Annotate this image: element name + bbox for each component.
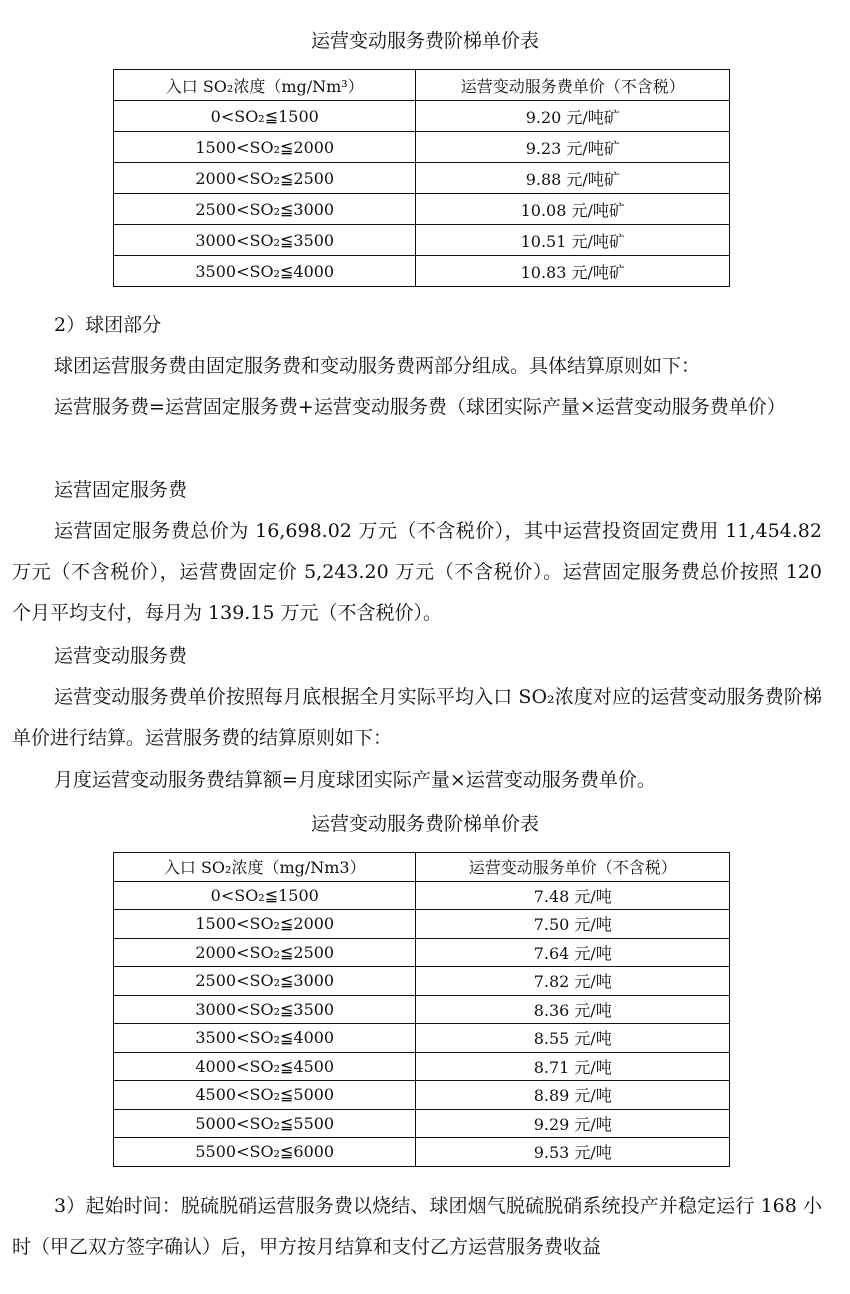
section-heading-pellet: 2）球团部分 xyxy=(54,314,162,336)
cell-unit-price: 8.89 元/吨 xyxy=(416,1081,730,1110)
paragraph-composition: 球团运营服务费由固定服务费和变动服务费两部分组成。具体结算原则如下： xyxy=(54,355,701,377)
cell-concentration-range: 2500<SO₂≦3000 xyxy=(114,967,416,996)
table-row xyxy=(114,256,730,287)
table-row xyxy=(114,1052,730,1081)
table2-caption: 运营变动服务费阶梯单价表 xyxy=(310,813,539,835)
table-row xyxy=(114,132,730,163)
cell-unit-price: 7.64 元/吨 xyxy=(416,938,730,967)
paragraph-monthly-settlement: 月度运营变动服务费结算额=月度球团实际产量×运营变动服务费单价。 xyxy=(54,769,656,791)
cell-concentration-range: 3500<SO₂≦4000 xyxy=(114,256,416,287)
cell-unit-price: 9.53 元/吨 xyxy=(416,1138,730,1167)
table-row xyxy=(114,910,730,939)
cell-concentration-range: 3500<SO₂≦4000 xyxy=(114,1024,416,1053)
table-row xyxy=(114,881,730,910)
paragraph-variable-fee: 运营变动服务费单价按照每月底根据全月实际平均入口 SO₂浓度对应的运营变动服务费阶梯单价进行结算。运营服务费的结算原则如下： xyxy=(12,686,822,749)
watermark-fade xyxy=(690,1234,840,1274)
cell-concentration-range: 1500<SO₂≦2000 xyxy=(114,910,416,939)
paragraph-formula: 运营服务费=运营固定服务费+运营变动服务费（球团实际产量×运营变动服务费单价） xyxy=(54,396,786,418)
table-row xyxy=(114,163,730,194)
cell-unit-price: 8.55 元/吨 xyxy=(416,1024,730,1053)
cell-concentration-range: 2000<SO₂≦2500 xyxy=(114,163,416,194)
cell-unit-price: 9.20 元/吨矿 xyxy=(416,101,730,132)
cell-unit-price: 10.08 元/吨矿 xyxy=(416,194,730,225)
table-row xyxy=(114,1081,730,1110)
table1-caption: 运营变动服务费阶梯单价表 xyxy=(310,30,539,52)
table-header-row xyxy=(114,70,730,101)
cell-unit-price: 10.83 元/吨矿 xyxy=(416,256,730,287)
cell-unit-price: 7.48 元/吨 xyxy=(416,881,730,910)
table-row xyxy=(114,101,730,132)
table-row xyxy=(114,1109,730,1138)
header-so2-concentration: 入口 SO₂浓度（mg/Nm3） xyxy=(114,853,416,882)
table-row xyxy=(114,194,730,225)
cell-concentration-range: 1500<SO₂≦2000 xyxy=(114,132,416,163)
table-row xyxy=(114,995,730,1024)
cell-unit-price: 8.71 元/吨 xyxy=(416,1052,730,1081)
cell-concentration-range: 2000<SO₂≦2500 xyxy=(114,938,416,967)
table-header-row xyxy=(114,853,730,882)
table-row xyxy=(114,1138,730,1167)
cell-unit-price: 9.29 元/吨 xyxy=(416,1109,730,1138)
cell-concentration-range: 2500<SO₂≦3000 xyxy=(114,194,416,225)
cell-concentration-range: 5000<SO₂≦5500 xyxy=(114,1109,416,1138)
subheading-variable-fee: 运营变动服务费 xyxy=(54,645,188,667)
tier-price-table-2 xyxy=(113,852,730,1167)
cell-concentration-range: 3000<SO₂≦3500 xyxy=(114,225,416,256)
cell-concentration-range: 4500<SO₂≦5000 xyxy=(114,1081,416,1110)
cell-unit-price: 9.23 元/吨矿 xyxy=(416,132,730,163)
cell-concentration-range: 0<SO₂≦1500 xyxy=(114,101,416,132)
cell-unit-price: 7.82 元/吨 xyxy=(416,967,730,996)
paragraph-fixed-fee: 运营固定服务费总价为 16,698.02 万元（不含税价），其中运营投资固定费用 11,454.82 万元（不含税价），运营费固定价 5,243.20 万元（不含税价）。运营固定服务费总价按照 120 个月平均支付，每月为 139.15 万元（不含税价）。 xyxy=(12,520,822,624)
cell-unit-price: 8.36 元/吨 xyxy=(416,995,730,1024)
tier-price-table-1 xyxy=(113,69,730,287)
table-row xyxy=(114,938,730,967)
cell-concentration-range: 5500<SO₂≦6000 xyxy=(114,1138,416,1167)
table-row xyxy=(114,1024,730,1053)
header-so2-concentration: 入口 SO₂浓度（mg/Nm³） xyxy=(114,70,416,101)
subheading-fixed-fee: 运营固定服务费 xyxy=(54,479,188,501)
cell-unit-price: 9.88 元/吨矿 xyxy=(416,163,730,194)
table-row xyxy=(114,225,730,256)
paragraph-start-time: 3）起始时间：脱硫脱硝运营服务费以烧结、球团烟气脱硫脱硝系统投产并稳定运行 168 小时（甲乙双方签字确认）后，甲方按月结算和支付乙方运营服务费收益 xyxy=(12,1195,822,1258)
cell-unit-price: 10.51 元/吨矿 xyxy=(416,225,730,256)
cell-unit-price: 7.50 元/吨 xyxy=(416,910,730,939)
header-unit-price: 运营变动服务单价（不含税） xyxy=(416,853,730,882)
cell-concentration-range: 4000<SO₂≦4500 xyxy=(114,1052,416,1081)
cell-concentration-range: 3000<SO₂≦3500 xyxy=(114,995,416,1024)
header-unit-price: 运营变动服务费单价（不含税） xyxy=(416,70,730,101)
cell-concentration-range: 0<SO₂≦1500 xyxy=(114,881,416,910)
table-row xyxy=(114,967,730,996)
